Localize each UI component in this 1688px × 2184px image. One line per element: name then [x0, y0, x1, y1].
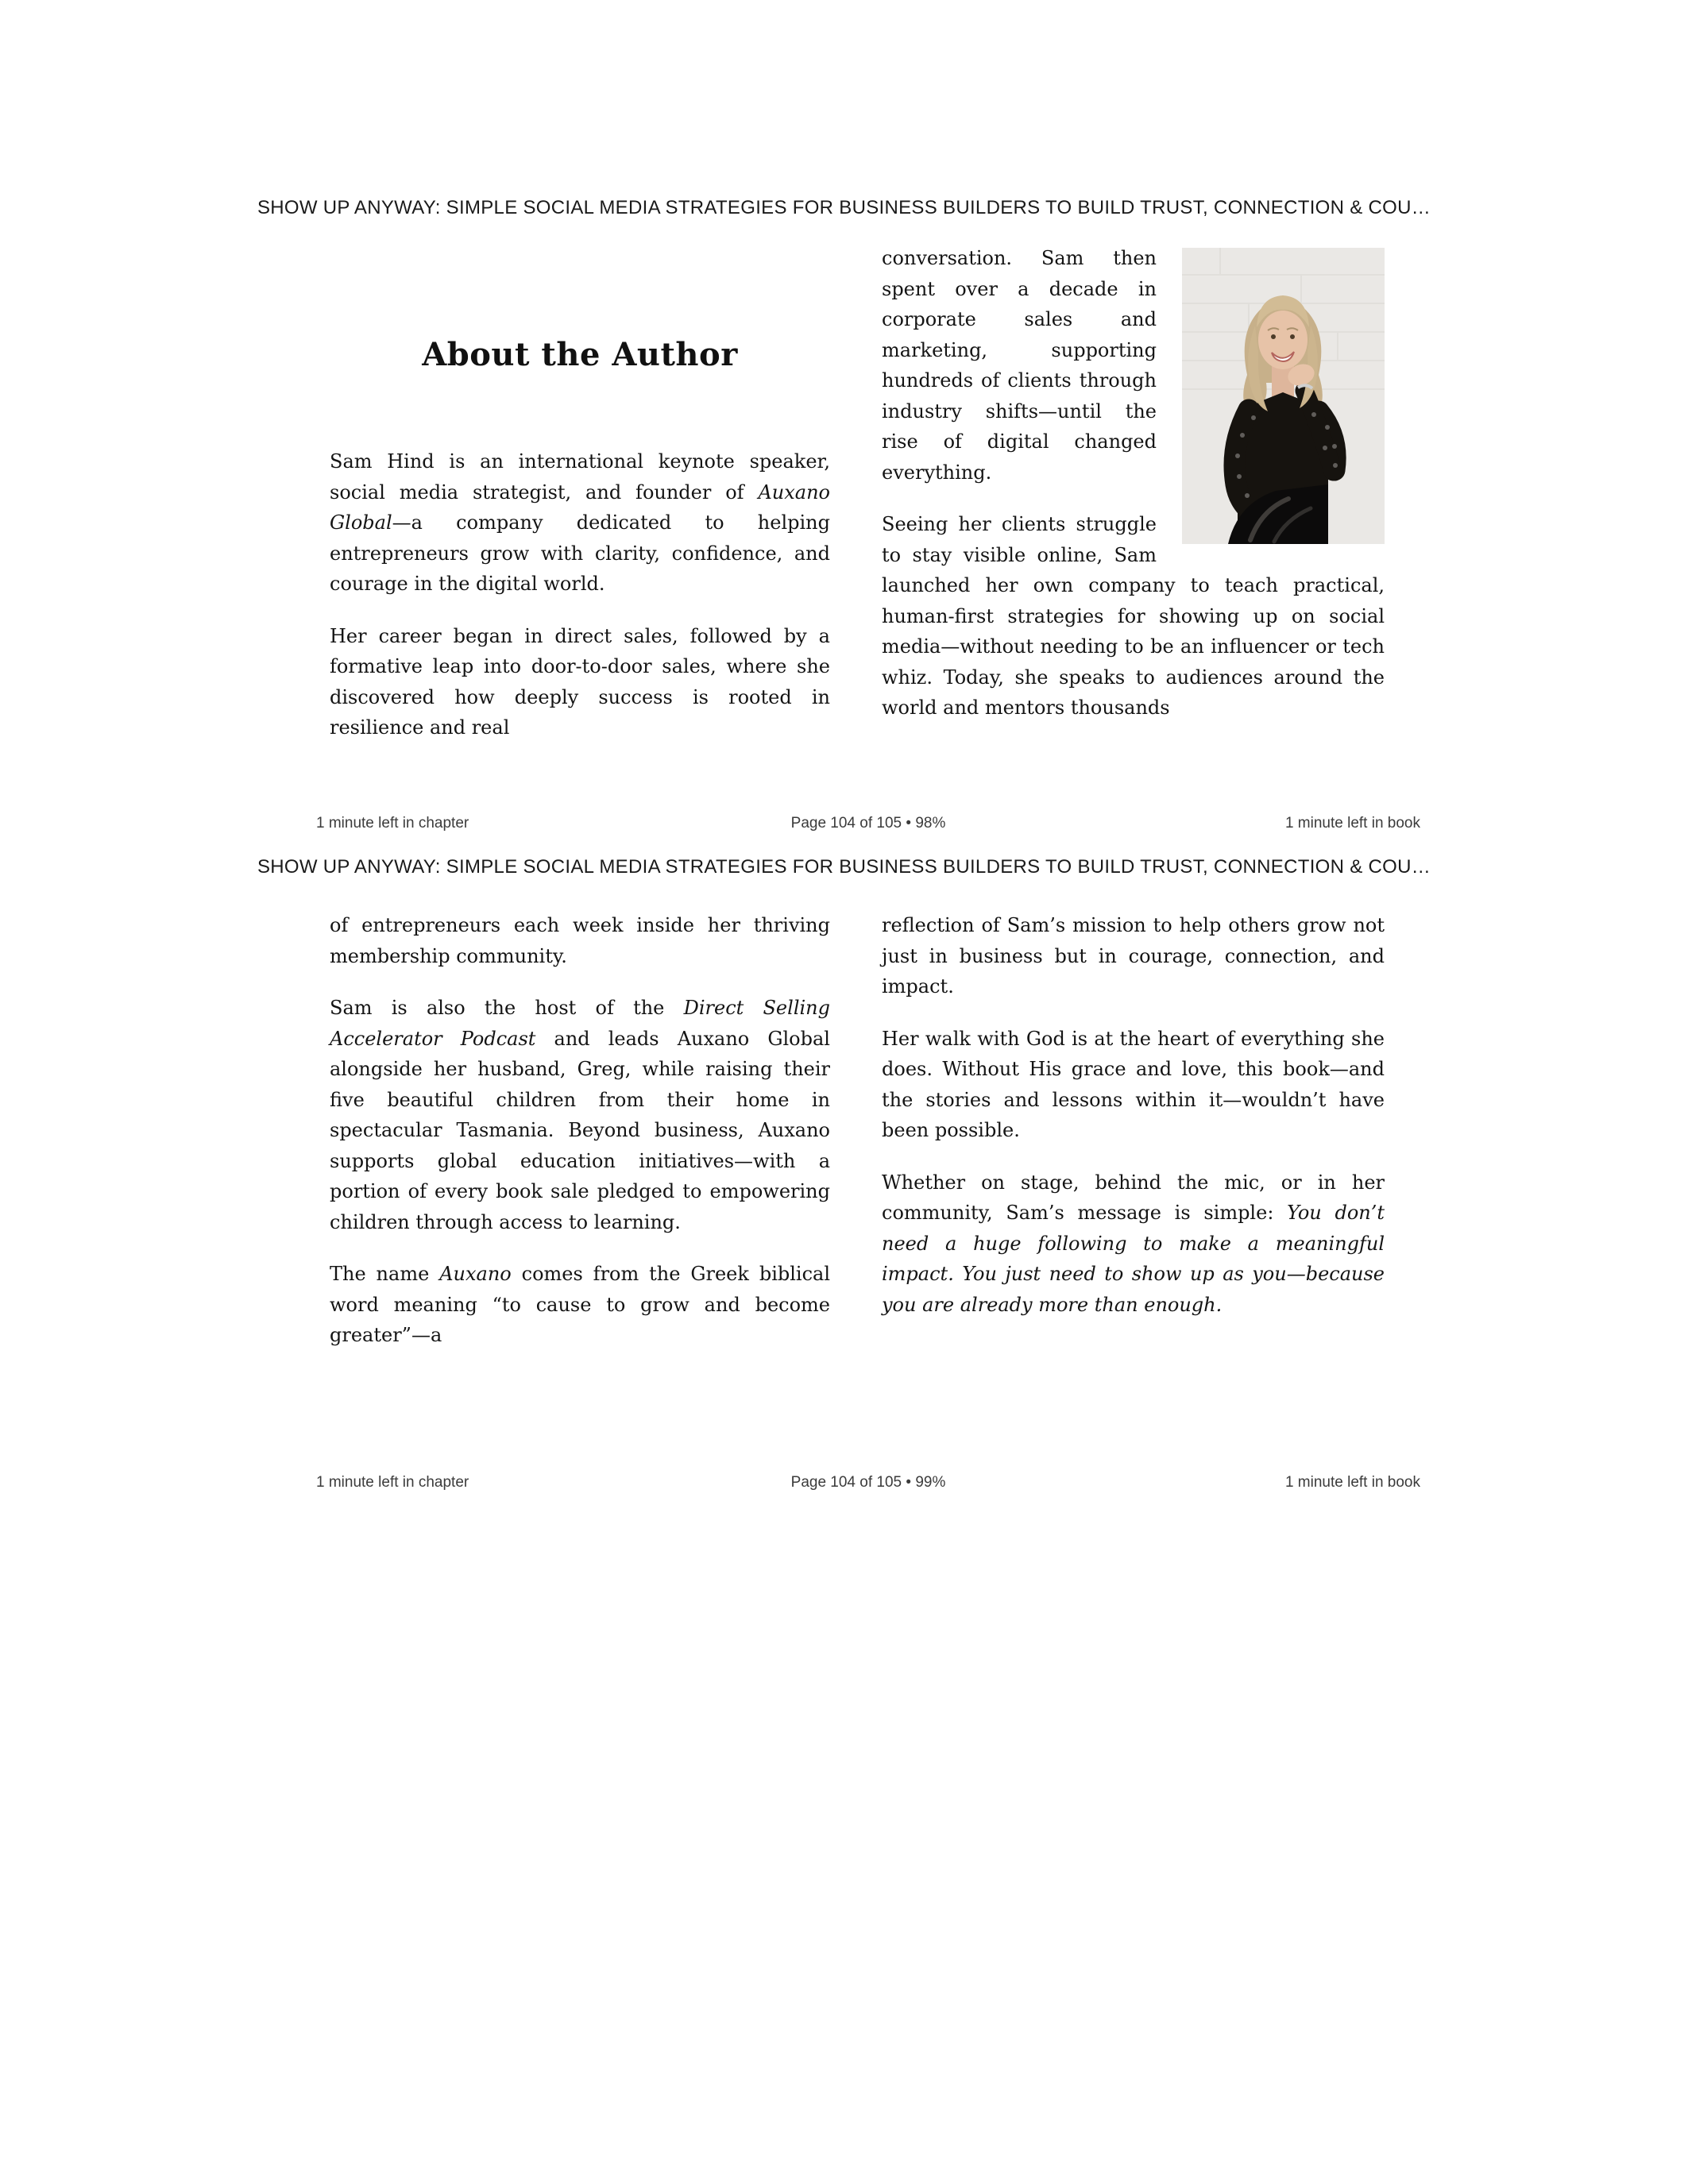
paragraph: Her walk with God is at the heart of everything she does. Without His grace and love, this book—and the stories and lessons within it—wouldn’t have been possible.: [882, 1027, 1385, 1141]
text-segment: comes from the Greek biblical word meaning “to cause to grow and become greater”—a: [330, 1263, 831, 1346]
chapter-time-remaining: 1 minute left in chapter: [316, 815, 469, 832]
book-time-remaining: 1 minute left in book: [1284, 1474, 1420, 1491]
text-segment: —a company dedicated to helping entrepreneurs grow with clarity, confidence, and courage in the digital world.: [330, 511, 830, 595]
text-segment: Sam is also the host of the: [330, 997, 684, 1019]
text-segment: Sam Hind is an international keynote speaker, social media strategist, and founder of: [330, 450, 830, 504]
paragraph: Seeing her clients struggle to stay visible online, Sam launched her own company to teach practical, human-first strategies for showing up on social media—without needing to be an influencer or tech whiz. Today, she speaks to audiences around the world and mentors thousands: [882, 513, 1385, 719]
book-title-header: [0, 856, 1688, 878]
text-segment-italic: Direct Selling Accelerator Podcast: [330, 997, 830, 1050]
paragraph: Her career began in direct sales, followed by a formative leap into door-to-door sales, where she discovered how deeply success is rooted in resilience and real: [330, 624, 830, 739]
text-segment-italic: You don’t need a huge following to make a meaningful impact. You just need to show up as you—because you are already more than enough.: [882, 1202, 1385, 1316]
paragraph: [330, 446, 830, 600]
text-segment-italic: Auxano: [439, 1263, 512, 1285]
book-title-header: [0, 197, 1688, 219]
paragraph: conversation. Sam then spent over a decade in corporate sales and marketing, supporting hundreds of clients through industry shifts—until the rise of digital changed everything.: [882, 247, 1157, 484]
book-title: SHOW UP ANYWAY: SIMPLE SOCIAL MEDIA STRATEGIES FOR BUSINESS BUILDERS TO BUILD TRUST, CONNECTION & COU…: [257, 197, 1431, 218]
paragraph: of entrepreneurs each week inside her thriving membership community.: [330, 914, 830, 967]
paragraph: [330, 993, 830, 1237]
book-title: SHOW UP ANYWAY: SIMPLE SOCIAL MEDIA STRATEGIES FOR BUSINESS BUILDERS TO BUILD TRUST, CONNECTION & COU…: [257, 856, 1431, 878]
page-progress: Page 104 of 105 • 98%: [790, 815, 946, 832]
paragraph: reflection of Sam’s mission to help others grow not just in business but in courage, connection, and impact.: [882, 914, 1385, 997]
text-segment: The name: [330, 1263, 440, 1285]
reader-status-bar-page2: [316, 1474, 1420, 1495]
paragraph: [882, 1167, 1385, 1321]
chapter-heading: About the Author: [422, 336, 738, 373]
text-segment-italic: Auxano Global: [330, 480, 830, 534]
reader-status-bar-page1: [316, 815, 1420, 835]
paragraph: [330, 1259, 830, 1351]
chapter-time-remaining: 1 minute left in chapter: [316, 1474, 469, 1491]
page2-left-column: [330, 910, 830, 1351]
book-time-remaining: 1 minute left in book: [1284, 815, 1420, 832]
author-portrait-image: [1182, 248, 1385, 544]
author-photo: [1182, 248, 1385, 544]
text-segment: and leads Auxano Global alongside her husband, Greg, while raising their five beautiful children from their home in spectacular Tasmania. Beyond business, Auxano supports global education initiatives—with a portion of every book sale pledged to empowering children through access to learning.: [330, 1027, 830, 1233]
page2-right-column: [882, 910, 1385, 1320]
page-progress: Page 104 of 105 • 99%: [790, 1474, 946, 1491]
page1-left-column: [330, 243, 830, 743]
text-segment: Whether on stage, behind the mic, or in her community, Sam’s message is simple:: [882, 1171, 1385, 1224]
page1-right-column: [882, 243, 1385, 723]
